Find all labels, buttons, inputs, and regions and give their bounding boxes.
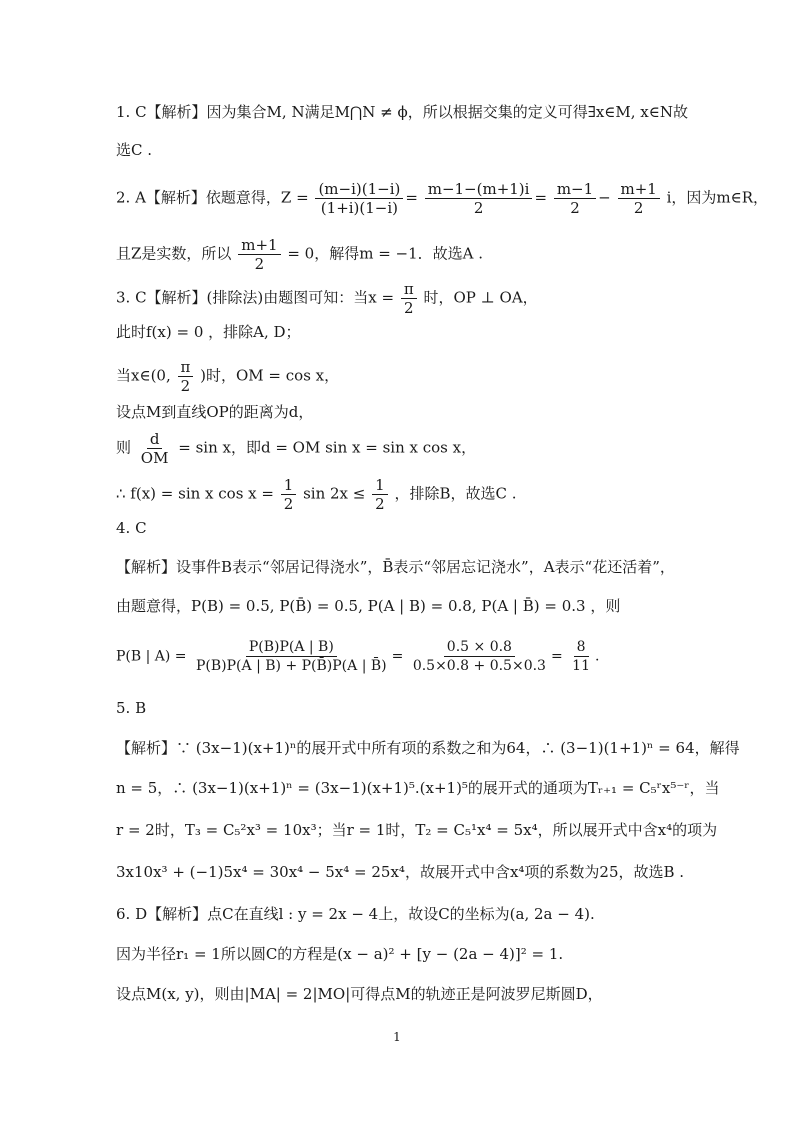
text: ∴ f(x) = sin x cos x = bbox=[116, 484, 274, 503]
solution-6-line-1: 6. D【解析】点C在直线l : y = 2x − 4上，故设C的坐标为(a, 2a − 4). bbox=[116, 905, 595, 923]
text: 则 bbox=[116, 438, 132, 457]
denominator: 2 bbox=[254, 255, 265, 273]
solution-3-line-3 bbox=[116, 358, 686, 395]
text: 时，OP ⊥ OA， bbox=[423, 288, 538, 307]
fraction bbox=[178, 358, 194, 395]
numerator: m+1 bbox=[618, 180, 660, 199]
text: ，排除B，故选C . bbox=[394, 484, 517, 503]
numerator: 0.5 × 0.8 bbox=[444, 638, 515, 657]
fraction bbox=[281, 476, 297, 513]
denominator: 0.5×0.8 + 0.5×0.3 bbox=[412, 658, 546, 674]
denominator: 2 bbox=[473, 199, 484, 217]
page-number: 1 bbox=[393, 1030, 401, 1044]
fraction bbox=[372, 476, 388, 513]
numerator: 8 bbox=[574, 638, 589, 657]
solution-5-line-1: 【解析】∵ (3x−1)(x+1)ⁿ的展开式中所有项的系数之和为64，∴ (3−1)(1+1)ⁿ = 64，解得 bbox=[116, 739, 740, 757]
solution-5-line-4: 3x10x³ + (−1)5x⁴ = 30x⁴ − 5x⁴ = 25x⁴，故展开式中含x⁴项的系数为25，故选B . bbox=[116, 863, 685, 881]
fraction bbox=[315, 180, 403, 217]
solution-6-line-3: 设点M(x, y)，则由|MA| = 2|MO|可得点M的轨迹正是阿波罗尼斯圆D， bbox=[116, 985, 603, 1003]
solution-5-line-2: n = 5，∴ (3x−1)(x+1)ⁿ = (3x−1)(x+1)⁵.(x+1)⁵的展开式的通项为Tᵣ₊₁ = C₅ʳx⁵⁻ʳ，当 bbox=[116, 779, 720, 797]
solution-4-line-1: 【解析】设事件B表示“邻居记得浇水”，B̄表示“邻居忘记浇水”，A表示“花还活着”， bbox=[116, 558, 675, 576]
fraction bbox=[238, 236, 280, 273]
numerator: π bbox=[401, 280, 417, 299]
text: 且Z是实数，所以 bbox=[116, 244, 232, 263]
text: 当x∈(0, bbox=[116, 366, 171, 385]
numerator: P(B)P(A | B) bbox=[246, 638, 337, 657]
solution-3-line-1 bbox=[116, 280, 686, 317]
fraction bbox=[138, 430, 172, 467]
solution-1-line-2: 选C . bbox=[116, 141, 153, 159]
solution-1-line-1: 1. C【解析】因为集合M, N满足M⋂N ≠ ϕ，所以根据交集的定义可得∃x∈M, x∈N故 bbox=[116, 103, 688, 121]
denominator: 2 bbox=[180, 377, 191, 395]
fraction bbox=[569, 638, 593, 675]
fraction bbox=[193, 638, 390, 675]
numerator: d bbox=[147, 430, 163, 449]
fraction bbox=[425, 180, 533, 217]
text: 3. C【解析】(排除法)由题图可知：当x = bbox=[116, 288, 395, 307]
text: i，因为m∈R， bbox=[666, 188, 769, 207]
fraction bbox=[401, 280, 417, 317]
denominator: 2 bbox=[375, 495, 385, 513]
fraction bbox=[554, 180, 596, 217]
denominator: 2 bbox=[570, 199, 580, 217]
fraction bbox=[410, 638, 549, 675]
text: = sin x，即d = OM sin x = sin x cos x， bbox=[178, 438, 477, 457]
text: 2. A【解析】依题意得，Z = bbox=[116, 188, 309, 207]
numerator: m−1−(m+1)i bbox=[425, 180, 533, 199]
denominator: 2 bbox=[283, 495, 294, 513]
solution-5-line-3: r = 2时，T₃ = C₅²x³ = 10x³；当r = 1时，T₂ = C₅¹x⁴ = 5x⁴，所以展开式中含x⁴的项为 bbox=[116, 821, 718, 839]
denominator: 2 bbox=[633, 199, 644, 217]
text: sin 2x ≤ bbox=[303, 484, 366, 503]
denominator: 2 bbox=[404, 299, 414, 317]
solution-4-heading: 4. C bbox=[116, 519, 147, 537]
numerator: 1 bbox=[372, 476, 388, 495]
fraction bbox=[618, 180, 660, 217]
denominator: P(B)P(A | B) + P(B̄)P(A | B̄) bbox=[196, 658, 387, 674]
solution-3-line-4: 设点M到直线OP的距离为d， bbox=[116, 403, 314, 421]
text: = 0，解得m = −1．故选A . bbox=[287, 244, 484, 263]
denominator: (1+i)(1−i) bbox=[320, 199, 399, 217]
solution-4-line-2: 由题意得，P(B) = 0.5, P(B̄) = 0.5, P(A | B) = 0.8, P(A | B̄) = 0.3 ，则 bbox=[116, 597, 621, 615]
denominator: OM bbox=[140, 449, 169, 467]
numerator: (m−i)(1−i) bbox=[315, 180, 403, 199]
solution-3-line-5 bbox=[116, 430, 686, 467]
solution-5-heading: 5. B bbox=[116, 699, 147, 717]
numerator: m−1 bbox=[554, 180, 596, 199]
text: P(B | A) = bbox=[116, 648, 187, 665]
solution-3-line-6 bbox=[116, 476, 686, 513]
solution-4-line-3: P(B | A) = $\frac{P(B)P(A | B)}{P(B)P(A | B) + P(B̄)P(A | B̄)}$ = $\frac{0.5 \times 0.8}{0.5\times 0.8 + 0.5\times 0.3}$ = $\frac{8}{11}$ . bbox=[116, 639, 600, 674]
numerator: π bbox=[178, 358, 194, 377]
numerator: 1 bbox=[281, 476, 297, 495]
denominator: 11 bbox=[572, 658, 590, 674]
solution-2-line-2 bbox=[116, 236, 686, 273]
solution-2-line-1: 2. A【解析】依题意得，Z = $\frac{(m-i)(1-i)}{(1+i)(1-i)}$ = $\frac{m-1-(m+1)i}{2}$ = $\frac{m-1}{2}$ − $\frac{m+1}{2}$ i，因为m∈R， bbox=[116, 180, 769, 217]
solution-6-line-2: 因为半径r₁ = 1所以圆C的方程是(x − a)² + [y − (2a − 4)]² = 1. bbox=[116, 945, 564, 963]
solution-3-line-2: 此时f(x) = 0 ，排除A, D； bbox=[116, 323, 301, 341]
numerator: m+1 bbox=[238, 236, 280, 255]
text: )时，OM = cos x， bbox=[200, 366, 340, 385]
